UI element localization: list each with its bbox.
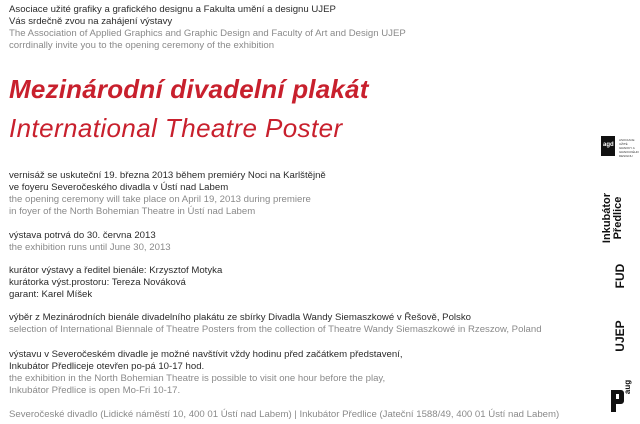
duration-en: the exhibition runs until June 30, 2013: [9, 242, 171, 253]
agd-logo-text: agd: [603, 142, 614, 148]
footer-address: Severočeské divadlo (Lidické náměstí 10, 400 01 Ústí nad Labem) | Inkubátor Předlice (Jateční 1588/49, 400 01 Ústí nad Labem): [9, 409, 560, 420]
visiting-en-1: the exhibition in the North Bohemian Theatre is possible to visit one hour before the play,: [9, 373, 386, 384]
title-czech: Mezinárodní divadelní plakát: [9, 74, 369, 104]
curator-line-2: kurátorka výst.prostoru: Tereza Nováková: [9, 277, 186, 288]
selection-cz: výběr z Mezinárodních bienále divadelního plakátu ze sbírky Divadla Wandy Siemaszkowé v Řešově, Polsko: [9, 312, 471, 323]
inkubator-logo-line-1: Inkubátor: [601, 192, 613, 244]
opening-en-1: the opening ceremony will take place on April 19, 2013 during premiere: [9, 194, 311, 205]
opening-cz-1: vernisáž se uskuteční 19. března 2013 během premiéry Noci na Karlštějně: [9, 170, 326, 181]
aug-logo-text: aug: [623, 379, 632, 395]
opening-en-2: in foyer of the North Bohemian Theatre in Ústí nad Labem: [9, 206, 256, 217]
header-line-1: Asociace užité grafiky a grafického designu a Fakulta umění a designu UJEP: [9, 4, 336, 15]
title-english: International Theatre Poster: [9, 113, 343, 143]
agd-logo: [601, 136, 615, 156]
header-line-3: The Association of Applied Graphics and Graphic Design and Faculty of Art and Design UJEP: [9, 28, 406, 39]
fud-logo: FUD: [613, 263, 627, 289]
visiting-en-2: Inkubátor Předlice is open Mo-Fri 10-17.: [9, 385, 181, 396]
duration-cz: výstava potrvá do 30. června 2013: [9, 230, 156, 241]
inkubator-logo-line-2: Předlice: [612, 196, 624, 240]
curator-line-3: garant: Karel Míšek: [9, 289, 93, 300]
header-line-2: Vás srdečně zvou na zahájení výstavy: [9, 16, 173, 27]
ujep-logo: UJEP: [613, 320, 627, 352]
header-line-4: corrdinally invite you to the opening ceremony of the exhibition: [9, 40, 275, 51]
inkubator-predlice-logo: [602, 188, 630, 248]
aug-logo: [609, 376, 637, 416]
curator-line-1: kurátor výstavy a ředitel bienále: Krzysztof Motyka: [9, 265, 223, 276]
visiting-cz-2: Inkubátor Předliceje otevřen po-pá 10-17 hod.: [9, 361, 205, 372]
selection-en: selection of International Biennale of Theatre Posters from the collection of Theatre Wandy Siemaszkowé in Rzeszow, Poland: [9, 324, 542, 335]
visiting-cz-1: výstavu v Severočeském divadle je možné navštívit vždy hodinu před začátkem představení,: [9, 349, 403, 360]
agd-logo-caption: ASOCIACE UŽITÉ GRAFIKY A GRAFICKÉHO DESIGNU: [619, 138, 639, 158]
opening-cz-2: ve foyeru Severočeského divadla v Ústí nad Labem: [9, 182, 229, 193]
